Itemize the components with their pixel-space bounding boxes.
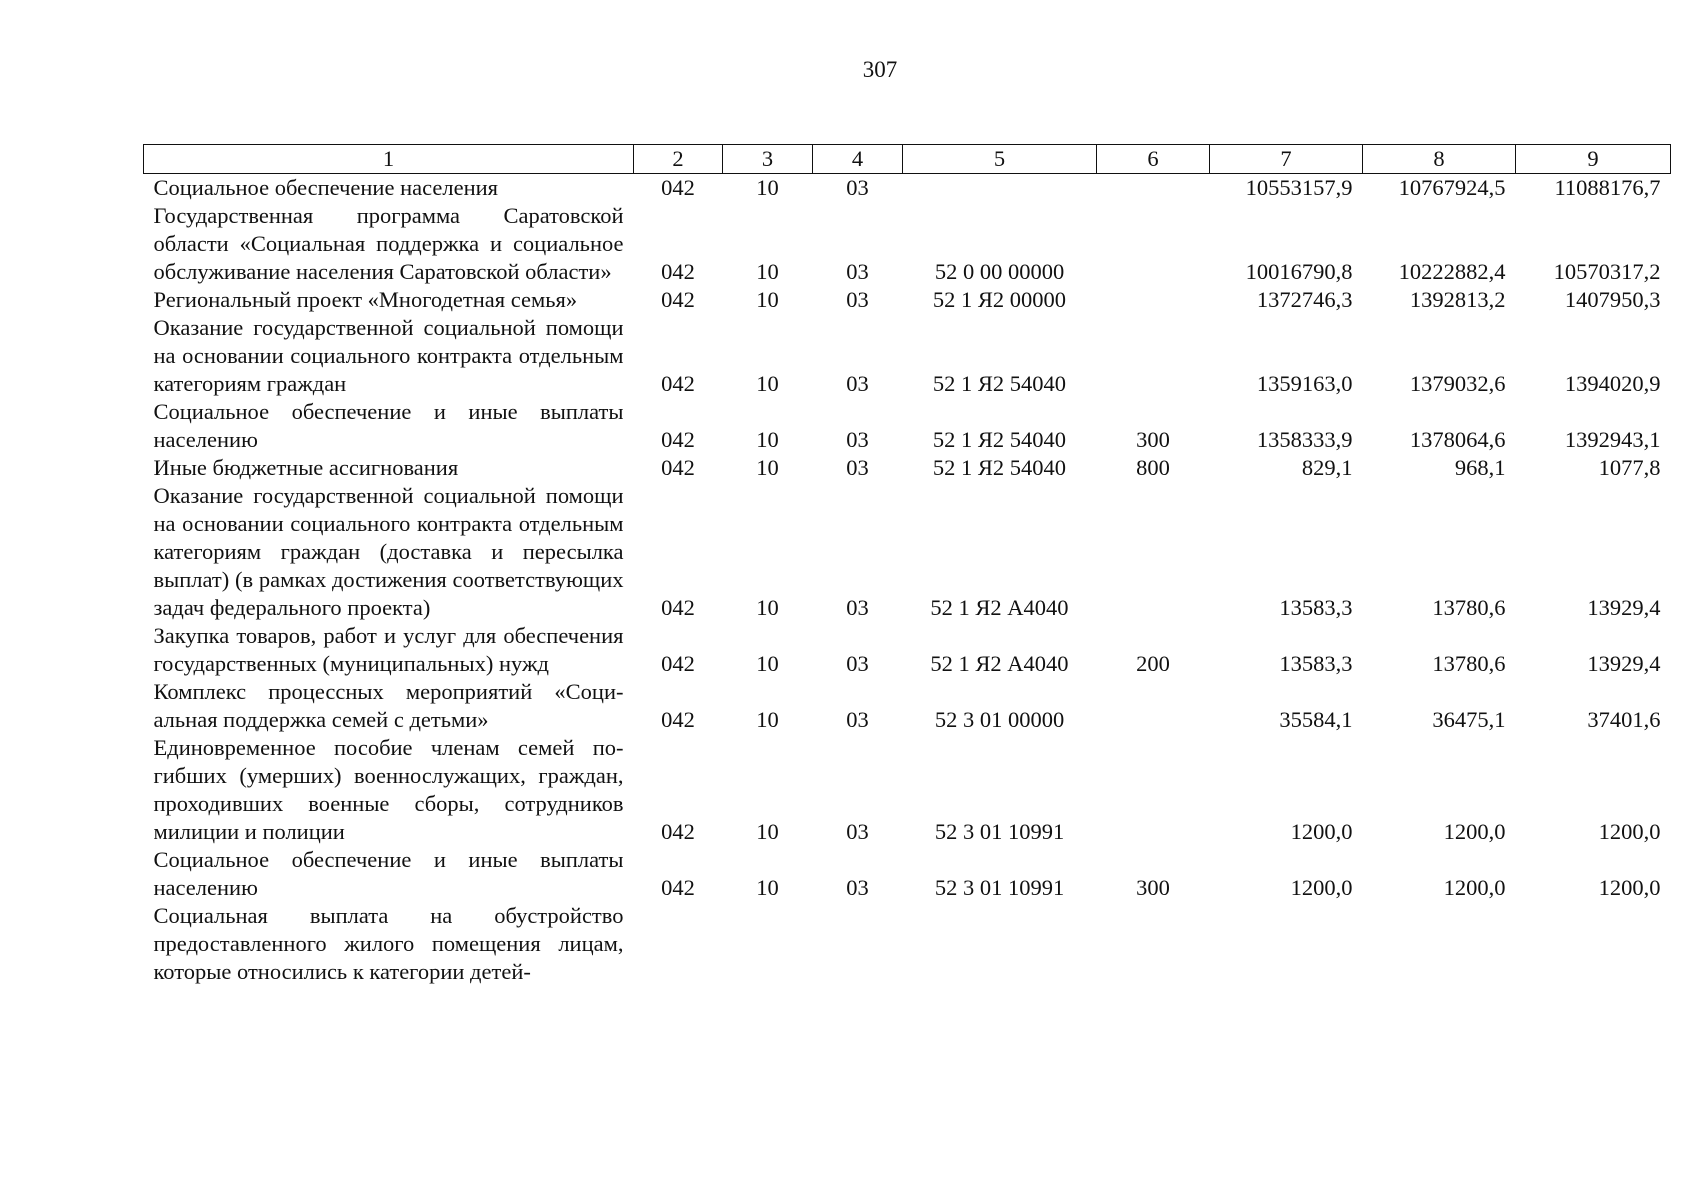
column-header: 6 (1097, 145, 1210, 174)
column-header: 3 (723, 145, 813, 174)
cell-col-9: 13929,4 (1587, 651, 1661, 676)
cell-col-6 (1097, 174, 1210, 203)
table-body (144, 174, 1671, 987)
table-row (144, 314, 1671, 398)
row-name: Региональный проект «Многодетная семья» (153, 287, 578, 312)
cell-col-4: 03 (846, 455, 869, 480)
cell-col-9: 1200,0 (1598, 875, 1661, 900)
row-name: Оказание государственной социальной помощи на основании социального контракта отдельным категориям граждан (доставка и пересылка выплат) (в рамках достижения соответствующих задач федерального проекта) (153, 483, 624, 620)
cell-col-9: 1077,8 (1598, 455, 1661, 480)
cell-col-5: 52 1 Я2 00000 (932, 287, 1067, 312)
cell-col-3: 10 (756, 819, 779, 844)
cell-col-7: 1372746,3 (1256, 287, 1353, 312)
cell-col-8: 1200,0 (1443, 875, 1506, 900)
cell-col-5 (903, 174, 1097, 203)
cell-col-6 (1097, 902, 1210, 986)
cell-col-6: 800 (1136, 455, 1170, 480)
column-header: 4 (813, 145, 903, 174)
cell-col-3: 10 (756, 371, 779, 396)
cell-col-8: 1379032,6 (1409, 371, 1506, 396)
table-row (144, 678, 1671, 734)
cell-col-3 (723, 902, 813, 986)
cell-col-9 (1516, 902, 1671, 986)
column-header: 7 (1210, 145, 1363, 174)
cell-col-3: 10 (756, 175, 779, 200)
cell-col-6: 200 (1136, 651, 1170, 676)
cell-col-3: 10 (756, 287, 779, 312)
cell-col-4: 03 (846, 819, 869, 844)
cell-col-7: 35584,1 (1279, 707, 1353, 732)
cell-col-2: 042 (661, 287, 695, 312)
cell-col-4: 03 (846, 175, 869, 200)
cell-col-3: 10 (756, 455, 779, 480)
cell-col-7: 13583,3 (1279, 651, 1353, 676)
row-name: Государственная программа Саратовской области «Социальная поддержка и социальное обслуживание населения Саратовской области» (153, 203, 624, 284)
cell-col-6 (1097, 734, 1210, 846)
cell-col-2: 042 (661, 175, 695, 200)
cell-col-8: 10767924,5 (1398, 175, 1506, 200)
cell-col-6: 300 (1136, 427, 1170, 452)
cell-col-6 (1097, 482, 1210, 622)
cell-col-7: 1359163,0 (1256, 371, 1353, 396)
cell-col-6: 300 (1136, 875, 1170, 900)
cell-col-5: 52 1 Я2 А4040 (930, 651, 1069, 676)
cell-col-4: 03 (846, 371, 869, 396)
cell-col-5: 52 1 Я2 54040 (932, 427, 1067, 452)
cell-col-8: 13780,6 (1432, 595, 1506, 620)
cell-col-5: 52 1 Я2 А4040 (930, 595, 1069, 620)
cell-col-8: 1392813,2 (1409, 287, 1506, 312)
cell-col-3: 10 (756, 875, 779, 900)
table-row (144, 902, 1671, 986)
cell-col-8: 1378064,6 (1409, 427, 1506, 452)
cell-col-4 (813, 902, 903, 986)
column-header: 9 (1516, 145, 1671, 174)
cell-col-4: 03 (846, 875, 869, 900)
cell-col-5: 52 0 00 00000 (934, 259, 1065, 284)
cell-col-8: 36475,1 (1432, 707, 1506, 732)
row-name: Социальная выплата на обустройство предоставленного жилого помещения лицам, которые относились к категории детей- (153, 903, 624, 984)
cell-col-9: 37401,6 (1587, 707, 1661, 732)
cell-col-2: 042 (661, 595, 695, 620)
cell-col-4: 03 (846, 707, 869, 732)
cell-col-8: 10222882,4 (1398, 259, 1506, 284)
row-name: Социальное обеспечение населения (153, 175, 499, 200)
cell-col-6 (1097, 286, 1210, 314)
table-row (144, 454, 1671, 482)
row-name: Комплекс процессных мероприятий «Социальная поддержка семей с детьми» (153, 679, 624, 732)
cell-col-7: 10553157,9 (1245, 175, 1353, 200)
cell-col-7 (1210, 902, 1363, 986)
cell-col-8: 13780,6 (1432, 651, 1506, 676)
cell-col-5: 52 3 01 00000 (934, 707, 1065, 732)
cell-col-5: 52 1 Я2 54040 (932, 455, 1067, 480)
cell-col-9: 1394020,9 (1564, 371, 1661, 396)
cell-col-2: 042 (661, 455, 695, 480)
cell-col-4: 03 (846, 259, 869, 284)
cell-col-2: 042 (661, 427, 695, 452)
cell-col-9: 1392943,1 (1564, 427, 1661, 452)
cell-col-3: 10 (756, 427, 779, 452)
cell-col-3: 10 (756, 651, 779, 676)
budget-table (143, 144, 1671, 986)
column-header: 2 (634, 145, 723, 174)
cell-col-2: 042 (661, 707, 695, 732)
row-name: Единовременное пособие членам семей погибших (умерших) военнослужащих, граждан, проходивших военные сборы, сотрудников милиции и полиции (153, 735, 624, 844)
table-row (144, 482, 1671, 622)
table-row (144, 202, 1671, 286)
cell-col-2: 042 (661, 371, 695, 396)
column-header: 1 (144, 145, 634, 174)
column-header: 5 (903, 145, 1097, 174)
table-row (144, 398, 1671, 454)
cell-col-7: 1200,0 (1290, 819, 1353, 844)
cell-col-2: 042 (661, 651, 695, 676)
cell-col-8: 1200,0 (1443, 819, 1506, 844)
cell-col-5: 52 3 01 10991 (934, 819, 1065, 844)
cell-col-3: 10 (756, 595, 779, 620)
row-name: Социальное обеспечение и иные выплаты населению (153, 399, 624, 452)
cell-col-7: 1358333,9 (1256, 427, 1353, 452)
table-row (144, 846, 1671, 902)
table-row (144, 734, 1671, 846)
table-row (144, 622, 1671, 678)
cell-col-7: 1200,0 (1290, 875, 1353, 900)
cell-col-4: 03 (846, 651, 869, 676)
cell-col-9: 13929,4 (1587, 595, 1661, 620)
cell-col-8 (1363, 902, 1516, 986)
cell-col-2 (634, 902, 723, 986)
row-name: Иные бюджетные ассигнования (153, 455, 459, 480)
cell-col-5 (903, 902, 1097, 986)
cell-col-2: 042 (661, 875, 695, 900)
column-header: 8 (1363, 145, 1516, 174)
page-number: 307 (862, 57, 898, 82)
cell-col-5: 52 1 Я2 54040 (932, 371, 1067, 396)
cell-col-7: 829,1 (1301, 455, 1353, 480)
cell-col-6 (1097, 314, 1210, 398)
cell-col-8: 968,1 (1454, 455, 1506, 480)
row-name: Закупка товаров, работ и услуг для обеспечения государственных (муниципальных) нужд (153, 623, 624, 676)
cell-col-2: 042 (661, 259, 695, 284)
cell-col-3: 10 (756, 707, 779, 732)
row-name: Оказание государственной социальной помощи на основании социального контракта отдельным категориям граждан (153, 315, 624, 396)
cell-col-6 (1097, 202, 1210, 286)
cell-col-9: 1200,0 (1598, 819, 1661, 844)
cell-col-6 (1097, 678, 1210, 734)
cell-col-2: 042 (661, 819, 695, 844)
row-name: Социальное обеспечение и иные выплаты населению (153, 847, 624, 900)
cell-col-4: 03 (846, 287, 869, 312)
cell-col-3: 10 (756, 259, 779, 284)
cell-col-7: 10016790,8 (1245, 259, 1353, 284)
cell-col-9: 1407950,3 (1564, 287, 1661, 312)
cell-col-4: 03 (846, 595, 869, 620)
table-row (144, 286, 1671, 314)
table-row (144, 174, 1671, 203)
cell-col-4: 03 (846, 427, 869, 452)
table-header-row (144, 145, 1671, 174)
cell-col-5: 52 3 01 10991 (934, 875, 1065, 900)
cell-col-9: 11088176,7 (1554, 175, 1661, 200)
cell-col-7: 13583,3 (1279, 595, 1353, 620)
cell-col-9: 10570317,2 (1553, 259, 1661, 284)
